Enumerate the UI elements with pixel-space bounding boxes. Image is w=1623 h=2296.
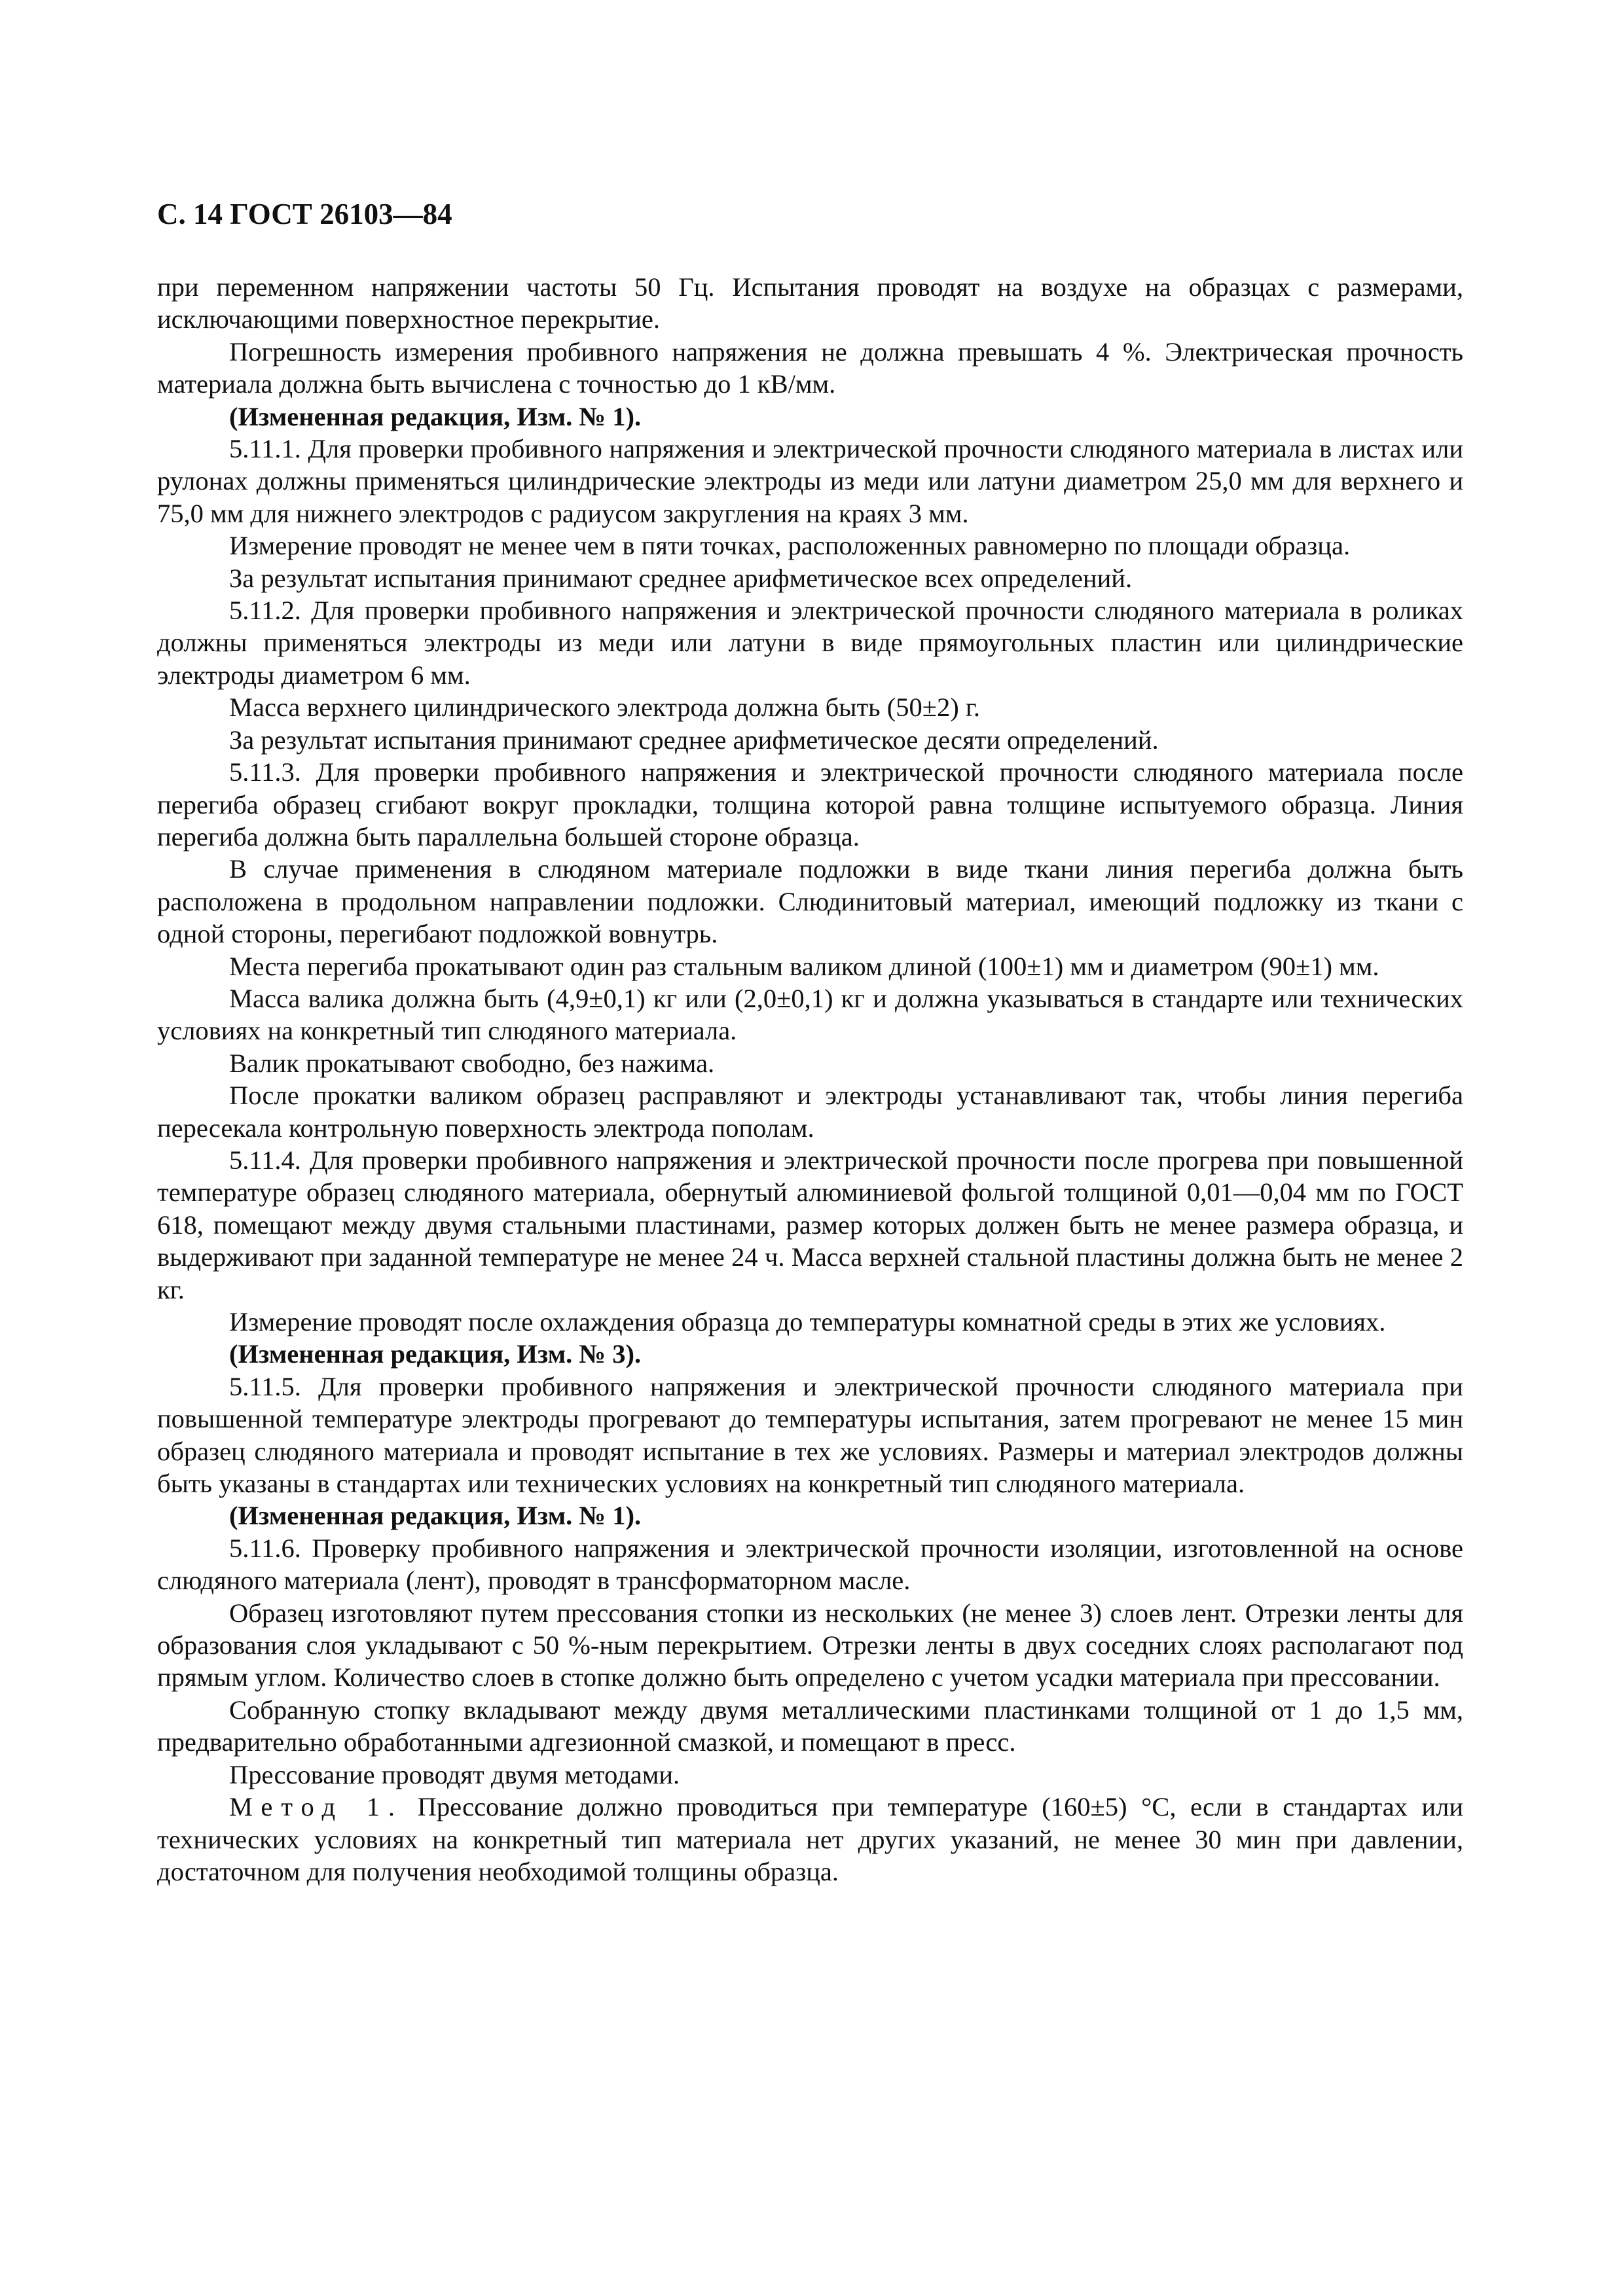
revision-note: (Измененная редакция, Изм. № 3). bbox=[229, 1339, 642, 1369]
paragraph: 5.11.6. Проверку пробивного напряжения и электрической прочности изоляции, изготовленной на основе слюдяного материала (лент), проводят в трансформаторном масле. bbox=[157, 1533, 1463, 1596]
paragraph: 5.11.5. Для проверки пробивного напряжения и электрической прочности слюдяного материала при повышенной температуре электроды прогревают до температуры испытания, затем прогревают не менее 15 мин образец слюдяного материала и проводят испытание в тех же условиях. Размеры и материал электродов должны быть указаны в стандартах или технических условиях на конкретный тип слюдяного материала. bbox=[157, 1371, 1463, 1499]
page-header: С. 14 ГОСТ 26103—84 bbox=[157, 198, 452, 230]
paragraph: После прокатки валиком образец расправляют и электроды устанавливают так, чтобы линия перегиба пересекала контрольную поверхность электрода пополам. bbox=[157, 1081, 1463, 1143]
paragraph: 5.11.3. Для проверки пробивного напряжения и электрической прочности слюдяного материала после перегиба образец сгибают вокруг прокладки, толщина которой равна толщине испытуемого образца. Линия перегиба должна быть параллельна большей стороне образца. bbox=[157, 757, 1463, 852]
paragraph: 5.11.2. Для проверки пробивного напряжения и электрической прочности слюдяного материала в роликах должны применяться электроды из меди или латуни в виде прямоугольных пластин или цилиндрические электроды диаметром 6 мм. bbox=[157, 596, 1463, 690]
paragraph: За результат испытания принимают среднее арифметическое всех определений. bbox=[229, 563, 1133, 593]
paragraph: Масса валика должна быть (4,9±0,1) кг или (2,0±0,1) кг и должна указываться в стандарте или технических условиях на конкретный тип слюдяного материала. bbox=[157, 983, 1463, 1046]
paragraph: Погрешность измерения пробивного напряжения не должна превышать 4 %. Электрическая прочность материала должна быть вычислена с точностью до 1 кВ/мм. bbox=[157, 336, 1463, 399]
document-body bbox=[157, 271, 1463, 1888]
paragraph: Масса верхнего цилиндрического электрода должна быть (50±2) г. bbox=[229, 692, 980, 723]
paragraph: Образец изготовляют путем прессования стопки из нескольких (не менее 3) слоев лент. Отрезки ленты для образования слоя укладывают с 50 %-ным перекрытием. Отрезки ленты в двух соседних слоях располагают под прямым углом. Количество слоев в стопке должно быть определено с учетом усадки материала при прессовании. bbox=[157, 1598, 1463, 1693]
paragraph-text: Прессование должно проводиться при температуре (160±5) °С, если в стандартах или технических условиях на конкретный тип материала нет других указаний, не менее 30 мин при давлении, достаточном для получения необходимой толщины образца. bbox=[157, 1792, 1463, 1886]
document-page bbox=[157, 196, 1463, 1888]
revision-note: (Измененная редакция, Изм. № 1). bbox=[229, 401, 642, 431]
paragraph: За результат испытания принимают среднее арифметическое десяти определений. bbox=[229, 725, 1159, 755]
paragraph: Места перегиба прокатывают один раз стальным валиком длиной (100±1) мм и диаметром (90±1) мм. bbox=[229, 951, 1379, 981]
revision-note: (Измененная редакция, Изм. № 1). bbox=[229, 1501, 642, 1531]
paragraph: при переменном напряжении частоты 50 Гц. Испытания проводят на воздухе на образцах с размерами, исключающими поверхностное перекрытие. bbox=[157, 272, 1463, 334]
paragraph bbox=[157, 1791, 1463, 1888]
paragraph: Собранную стопку вкладывают между двумя металлическими пластинками толщиной от 1 до 1,5 мм, предварительно обработанными адгезионной смазкой, и помещают в пресс. bbox=[157, 1695, 1463, 1757]
paragraph: Измерение проводят после охлаждения образца до температуры комнатной среды в этих же условиях. bbox=[229, 1307, 1386, 1336]
paragraph: Прессование проводят двумя методами. bbox=[229, 1759, 680, 1789]
paragraph: Валик прокатывают свободно, без нажима. bbox=[229, 1048, 715, 1078]
paragraph: 5.11.1. Для проверки пробивного напряжения и электрической прочности слюдяного материала в листах или рулонах должны применяться цилиндрические электроды из меди или латуни диаметром 25,0 мм для верхнего и 75,0 мм для нижнего электродов с радиусом закругления на краях 3 мм. bbox=[157, 434, 1463, 528]
paragraph: В случае применения в слюдяном материале подложки в виде ткани линия перегиба должна быть расположена в продольном направлении подложки. Слюдинитовый материал, имеющий подложку из ткани с одной стороны, перегибают подложкой вовнутрь. bbox=[157, 854, 1463, 949]
method-label: Метод 1. bbox=[229, 1792, 403, 1822]
paragraph: 5.11.4. Для проверки пробивного напряжения и электрической прочности после прогрева при повышенной температуре образец слюдяного материала, обернутый алюминиевой фольгой толщиной 0,01—0,04 мм по ГОСТ 618, помещают между двумя стальными пластинами, размер которых должен быть не менее размера образца, и выдерживают при заданной температуре не менее 24 ч. Масса верхней стальной пластины должна быть не менее 2 кг. bbox=[157, 1145, 1463, 1304]
paragraph: Измерение проводят не менее чем в пяти точках, расположенных равномерно по площади образца. bbox=[229, 531, 1351, 561]
